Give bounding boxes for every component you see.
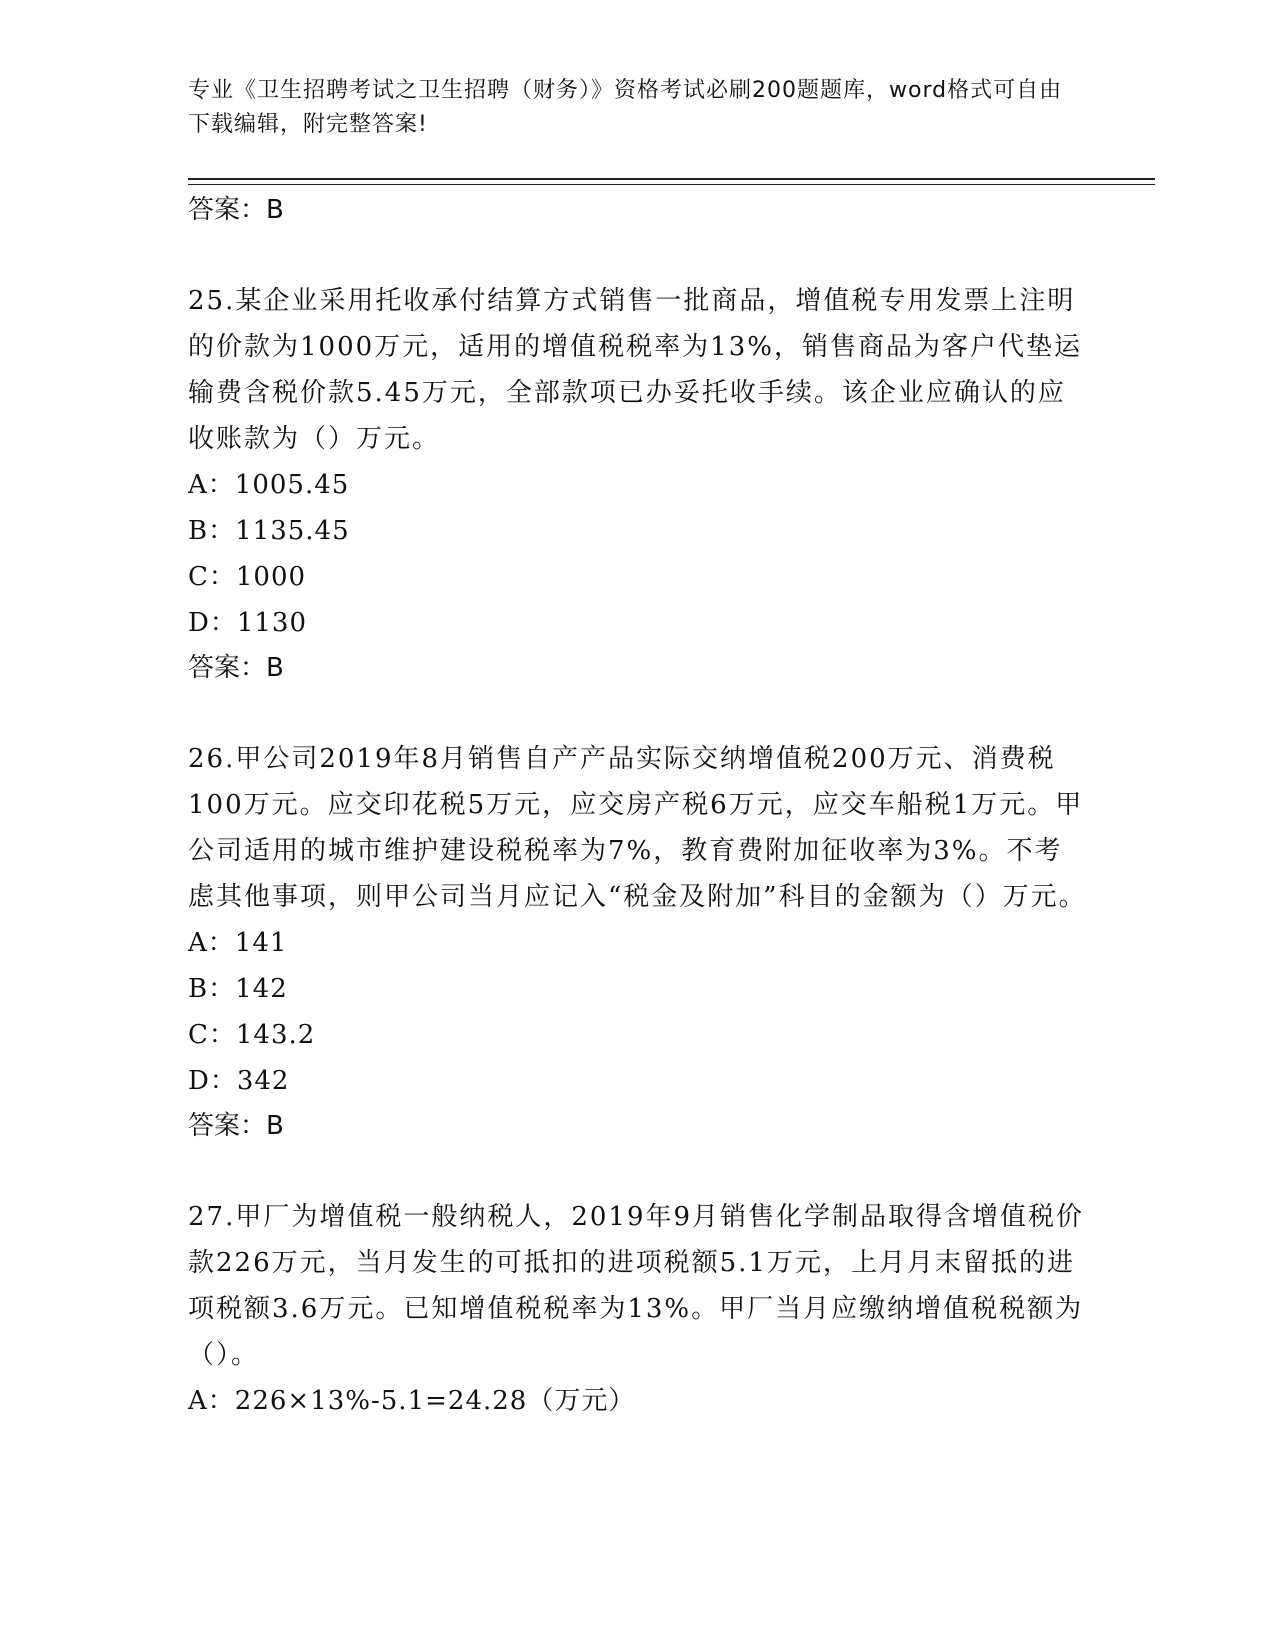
option-b: B：1135.45 <box>188 516 350 546</box>
question-text: 25.某企业采用托收承付结算方式销售一批商品，增值税专用发票上注明的价款为1000万元，适用的增值税税率为13%，销售商品为客户代垫运输费含税价款5.45万元，全部款项已办妥托收手续。该企业应确认的应收账款为（）万元。 <box>188 286 1082 454</box>
answer-line: 答案：B <box>188 195 284 225</box>
option-a: A：226×13%-5.1=24.28（万元） <box>188 1386 636 1416</box>
question-26 <box>188 736 1088 1148</box>
option-a: A：141 <box>188 928 288 958</box>
answer-line: 答案：B <box>188 653 284 683</box>
document-body <box>188 188 1088 1424</box>
option-a: A：1005.45 <box>188 470 350 500</box>
option-d: D：1130 <box>188 608 308 638</box>
question-text: 26.甲公司2019年8月销售自产产品实际交纳增值税200万元、消费税100万元。应交印花税5万元，应交房产税6万元，应交车船税1万元。甲公司适用的城市维护建设税税率为7%，教育费附加征收率为3%。不考虑其他事项，则甲公司当月应记入“税金及附加”科目的金额为（）万元。 <box>188 744 1087 912</box>
option-c: C：1000 <box>188 562 307 592</box>
question-25 <box>188 278 1088 690</box>
document-header: 专业《卫生招聘考试之卫生招聘（财务）》资格考试必刷200题题库，word格式可自由下载编辑，附完整答案! <box>188 78 1063 137</box>
answer-line: 答案：B <box>188 1111 284 1141</box>
option-d: D：342 <box>188 1066 290 1096</box>
option-c: C：143.2 <box>188 1020 316 1050</box>
question-text: 27.甲厂为增值税一般纳税人，2019年9月销售化学制品取得含增值税价款226万元，当月发生的可抵扣的进项税额5.1万元，上月月末留抵的进项税额3.6万元。已知增值税税率为13%。甲厂当月应缴纳增值税税额为（）。 <box>188 1202 1085 1370</box>
header-rule-thin <box>188 184 1155 185</box>
question-27 <box>188 1194 1088 1424</box>
option-b: B：142 <box>188 974 288 1004</box>
header-rule-thick <box>188 178 1155 180</box>
